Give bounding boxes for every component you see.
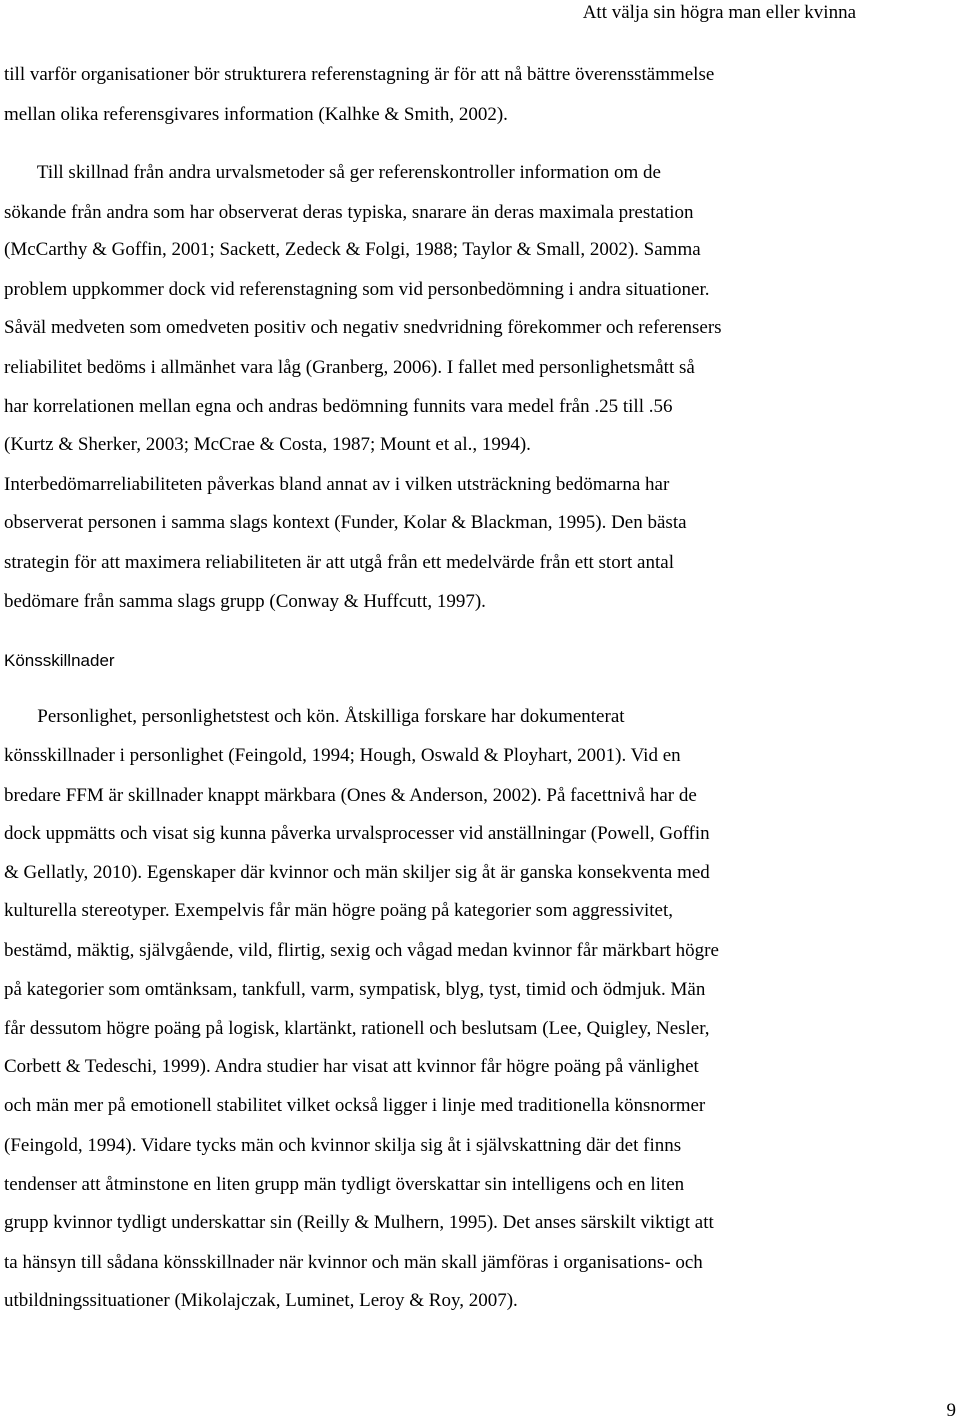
text-line: bedömare från samma slags grupp (Conway & Huffcutt, 1997). bbox=[4, 591, 486, 612]
text-line: sökande från andra som har observerat deras typiska, snarare än deras maximala prestation bbox=[4, 202, 694, 223]
text-line: (McCarthy & Goffin, 2001; Sackett, Zedeck & Folgi, 1988; Taylor & Small, 2002). Samma bbox=[4, 239, 701, 260]
text-line: reliabilitet bedöms i allmänhet vara låg (Granberg, 2006). I fallet med personlighetsmått så bbox=[4, 357, 695, 378]
text-line: tendenser att åtminstone en liten grupp män tydligt överskattar sin intelligens och en liten bbox=[4, 1174, 685, 1195]
section-heading: Könsskillnader bbox=[4, 651, 115, 670]
text-line: Corbett & Tedeschi, 1999). Andra studier har visat att kvinnor får högre poäng på vänlighet bbox=[4, 1056, 699, 1077]
text-line: könsskillnader i personlighet (Feingold, 1994; Hough, Oswald & Ployhart, 2001). Vid en bbox=[4, 745, 681, 766]
text-line: mellan olika referensgivares information (Kalhke & Smith, 2002). bbox=[4, 104, 508, 125]
text-line: bredare FFM är skillnader knappt märkbara (Ones & Anderson, 2002). På facettnivå har de bbox=[4, 785, 697, 806]
page-number: 9 bbox=[946, 1400, 956, 1421]
text-line: problem uppkommer dock vid referenstagning som vid personbedömning i andra situationer. bbox=[4, 279, 710, 300]
text-line: (Feingold, 1994). Vidare tycks män och kvinnor skilja sig åt i självskattning där det finns bbox=[4, 1135, 682, 1156]
text-line: utbildningssituationer (Mikolajczak, Luminet, Leroy & Roy, 2007). bbox=[4, 1290, 518, 1311]
text-line: observerat personen i samma slags kontext (Funder, Kolar & Blackman, 1995). Den bästa bbox=[4, 512, 687, 533]
text-line: bestämd, mäktig, självgående, vild, flirtig, sexig och vågad medan kvinnor får märkbart högre bbox=[4, 940, 719, 961]
text-line: ta hänsyn till sådana könsskillnader när kvinnor och män skall jämföras i organisations- och bbox=[4, 1252, 703, 1273]
text-line: dock uppmätts och visat sig kunna påverka urvalsprocesser vid anställningar (Powell, Goffin bbox=[4, 823, 710, 844]
text-line: Till skillnad från andra urvalsmetoder så ger referenskontroller information om de bbox=[4, 162, 661, 183]
text-line: får dessutom högre poäng på logisk, klartänkt, rationell och beslutsam (Lee, Quigley, Nesler, bbox=[4, 1018, 710, 1039]
text-line: kulturella stereotyper. Exempelvis får män högre poäng på kategorier som aggressivitet, bbox=[4, 900, 674, 921]
text-line: Personlighet, personlighetstest och kön. Åtskilliga forskare har dokumenterat bbox=[4, 706, 625, 727]
text-line: till varför organisationer bör strukturera referenstagning är för att nå bättre överensstämmelse bbox=[4, 64, 715, 85]
text-line: (Kurtz & Sherker, 2003; McCrae & Costa, 1987; Mount et al., 1994). bbox=[4, 434, 531, 455]
text-line: Interbedömarreliabiliteten påverkas bland annat av i vilken utsträckning bedömarna har bbox=[4, 474, 670, 495]
text-line: & Gellatly, 2010). Egenskaper där kvinnor och män skiljer sig åt är ganska konsekventa med bbox=[4, 862, 710, 883]
text-line: grupp kvinnor tydligt underskattar sin (Reilly & Mulhern, 1995). Det anses särskilt viktigt att bbox=[4, 1212, 714, 1233]
running-head: Att välja sin högra man eller kvinna bbox=[582, 2, 856, 23]
text-line: Såväl medveten som omedveten positiv och negativ snedvridning förekommer och referensers bbox=[4, 317, 722, 338]
text-line: strategin för att maximera reliabiliteten är att utgå från ett medelvärde från ett stort antal bbox=[4, 552, 674, 573]
text-line: på kategorier som omtänksam, tankfull, varm, sympatisk, blyg, tyst, timid och ödmjuk. Män bbox=[4, 979, 706, 1000]
text-line: och män mer på emotionell stabilitet vilket också ligger i linje med traditionella könsnormer bbox=[4, 1095, 706, 1116]
text-line: har korrelationen mellan egna och andras bedömning funnits vara medel från .25 till .56 bbox=[4, 396, 673, 417]
